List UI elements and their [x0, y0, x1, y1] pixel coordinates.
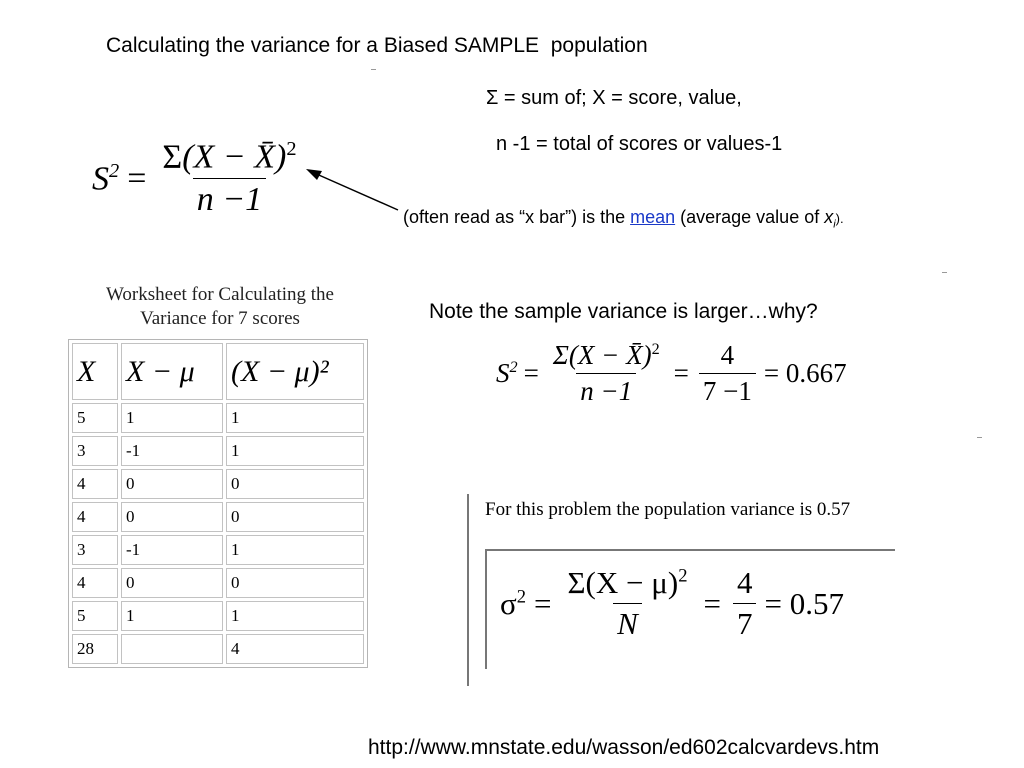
table-cell: 1 — [121, 601, 223, 631]
mean-link[interactable]: mean — [630, 207, 676, 227]
table-cell — [121, 634, 223, 664]
table-cell: 1 — [226, 436, 364, 466]
xbar-note: (often read as “x bar”) is the mean (average value of $x_i$). — [403, 207, 844, 231]
table-row-total — [72, 634, 364, 664]
table-cell: 1 — [226, 601, 364, 631]
table-row — [72, 436, 364, 466]
table-row — [72, 403, 364, 433]
formula-lhs: $S^2$ — [92, 159, 120, 197]
table-row — [72, 469, 364, 499]
table-cell: 1 — [121, 403, 223, 433]
table-cell: 3 — [72, 436, 118, 466]
definition-n: n -1 = total of scores or values-1 — [496, 133, 783, 155]
worksheet-caption: Worksheet for Calculating the Variance for 7 scores — [106, 284, 334, 329]
table-cell: 0 — [226, 568, 364, 598]
table-cell: 4 — [72, 568, 118, 598]
table-cell: 0 — [226, 502, 364, 532]
equals-sign: = — [534, 585, 552, 621]
calc-fraction-1: $\frac{\Sigma(X - X̄)^2}{n -1}$ — [552, 340, 660, 406]
table-cell: 0 — [121, 469, 223, 499]
table-cell: 1 — [226, 535, 364, 565]
column-header-x: X — [72, 343, 118, 400]
table-header-row — [72, 343, 364, 400]
column-header-deviation: X − μ — [121, 343, 223, 400]
table-row — [72, 568, 364, 598]
table-cell: 1 — [226, 403, 364, 433]
table-cell: 0 — [226, 469, 364, 499]
sample-variance-note: Note the sample variance is larger…why? — [429, 300, 818, 323]
worksheet-table — [68, 339, 368, 668]
table-cell: 5 — [72, 403, 118, 433]
table-cell: 4 — [72, 502, 118, 532]
population-box-inner-border — [485, 549, 487, 669]
sample-variance-calculation — [496, 340, 847, 407]
column-header-squared: (X − μ)² — [226, 343, 364, 400]
formula-fraction: $\frac{\Sigma(X - X̄)^2}{n -1}$ — [162, 138, 297, 219]
table-cell: 4 — [72, 469, 118, 499]
table-row — [72, 535, 364, 565]
population-box-left-border — [467, 494, 469, 686]
decorative-tick — [977, 437, 982, 438]
table-cell: 3 — [72, 535, 118, 565]
calc-lhs: $S^2$ — [496, 358, 518, 388]
decorative-tick — [942, 272, 947, 273]
population-variance-formula — [500, 565, 844, 642]
table-cell: -1 — [121, 535, 223, 565]
table-cell: 0 — [121, 502, 223, 532]
decorative-tick — [371, 69, 376, 70]
page-title: Calculating the variance for a Biased SAMPLE population — [106, 34, 648, 57]
table-cell: 4 — [226, 634, 364, 664]
table-cell: -1 — [121, 436, 223, 466]
population-header: For this problem the population variance is 0.57 — [485, 499, 851, 520]
equals-sign: = — [523, 358, 539, 388]
table-cell: 0 — [121, 568, 223, 598]
pop-fraction-1: $\frac{\Sigma(X - \mu)^2}{N}$ — [567, 565, 688, 641]
worksheet-table-wrap — [68, 339, 368, 668]
source-url: http://www.mnstate.edu/wasson/ed602calcvardevs.htm — [368, 736, 880, 759]
pop-fraction-2: $\frac{4}{7}$ — [733, 565, 757, 642]
definition-sum: Σ = sum of; X = score, value, — [486, 87, 742, 109]
calc-result: = 0.667 — [763, 358, 847, 388]
table-cell: 28 — [72, 634, 118, 664]
table-cell: 5 — [72, 601, 118, 631]
pop-lhs: $\sigma^2$ — [500, 585, 527, 621]
calc-fraction-2: $\frac{4}{7 -1}$ — [699, 340, 756, 407]
pop-result: = 0.57 — [764, 585, 844, 621]
table-row — [72, 502, 364, 532]
sample-variance-formula — [92, 138, 305, 219]
equals-sign: = — [703, 585, 721, 621]
table-row — [72, 601, 364, 631]
equals-sign: = — [127, 159, 147, 197]
population-box-top-border — [485, 549, 895, 551]
equals-sign: = — [673, 358, 689, 388]
